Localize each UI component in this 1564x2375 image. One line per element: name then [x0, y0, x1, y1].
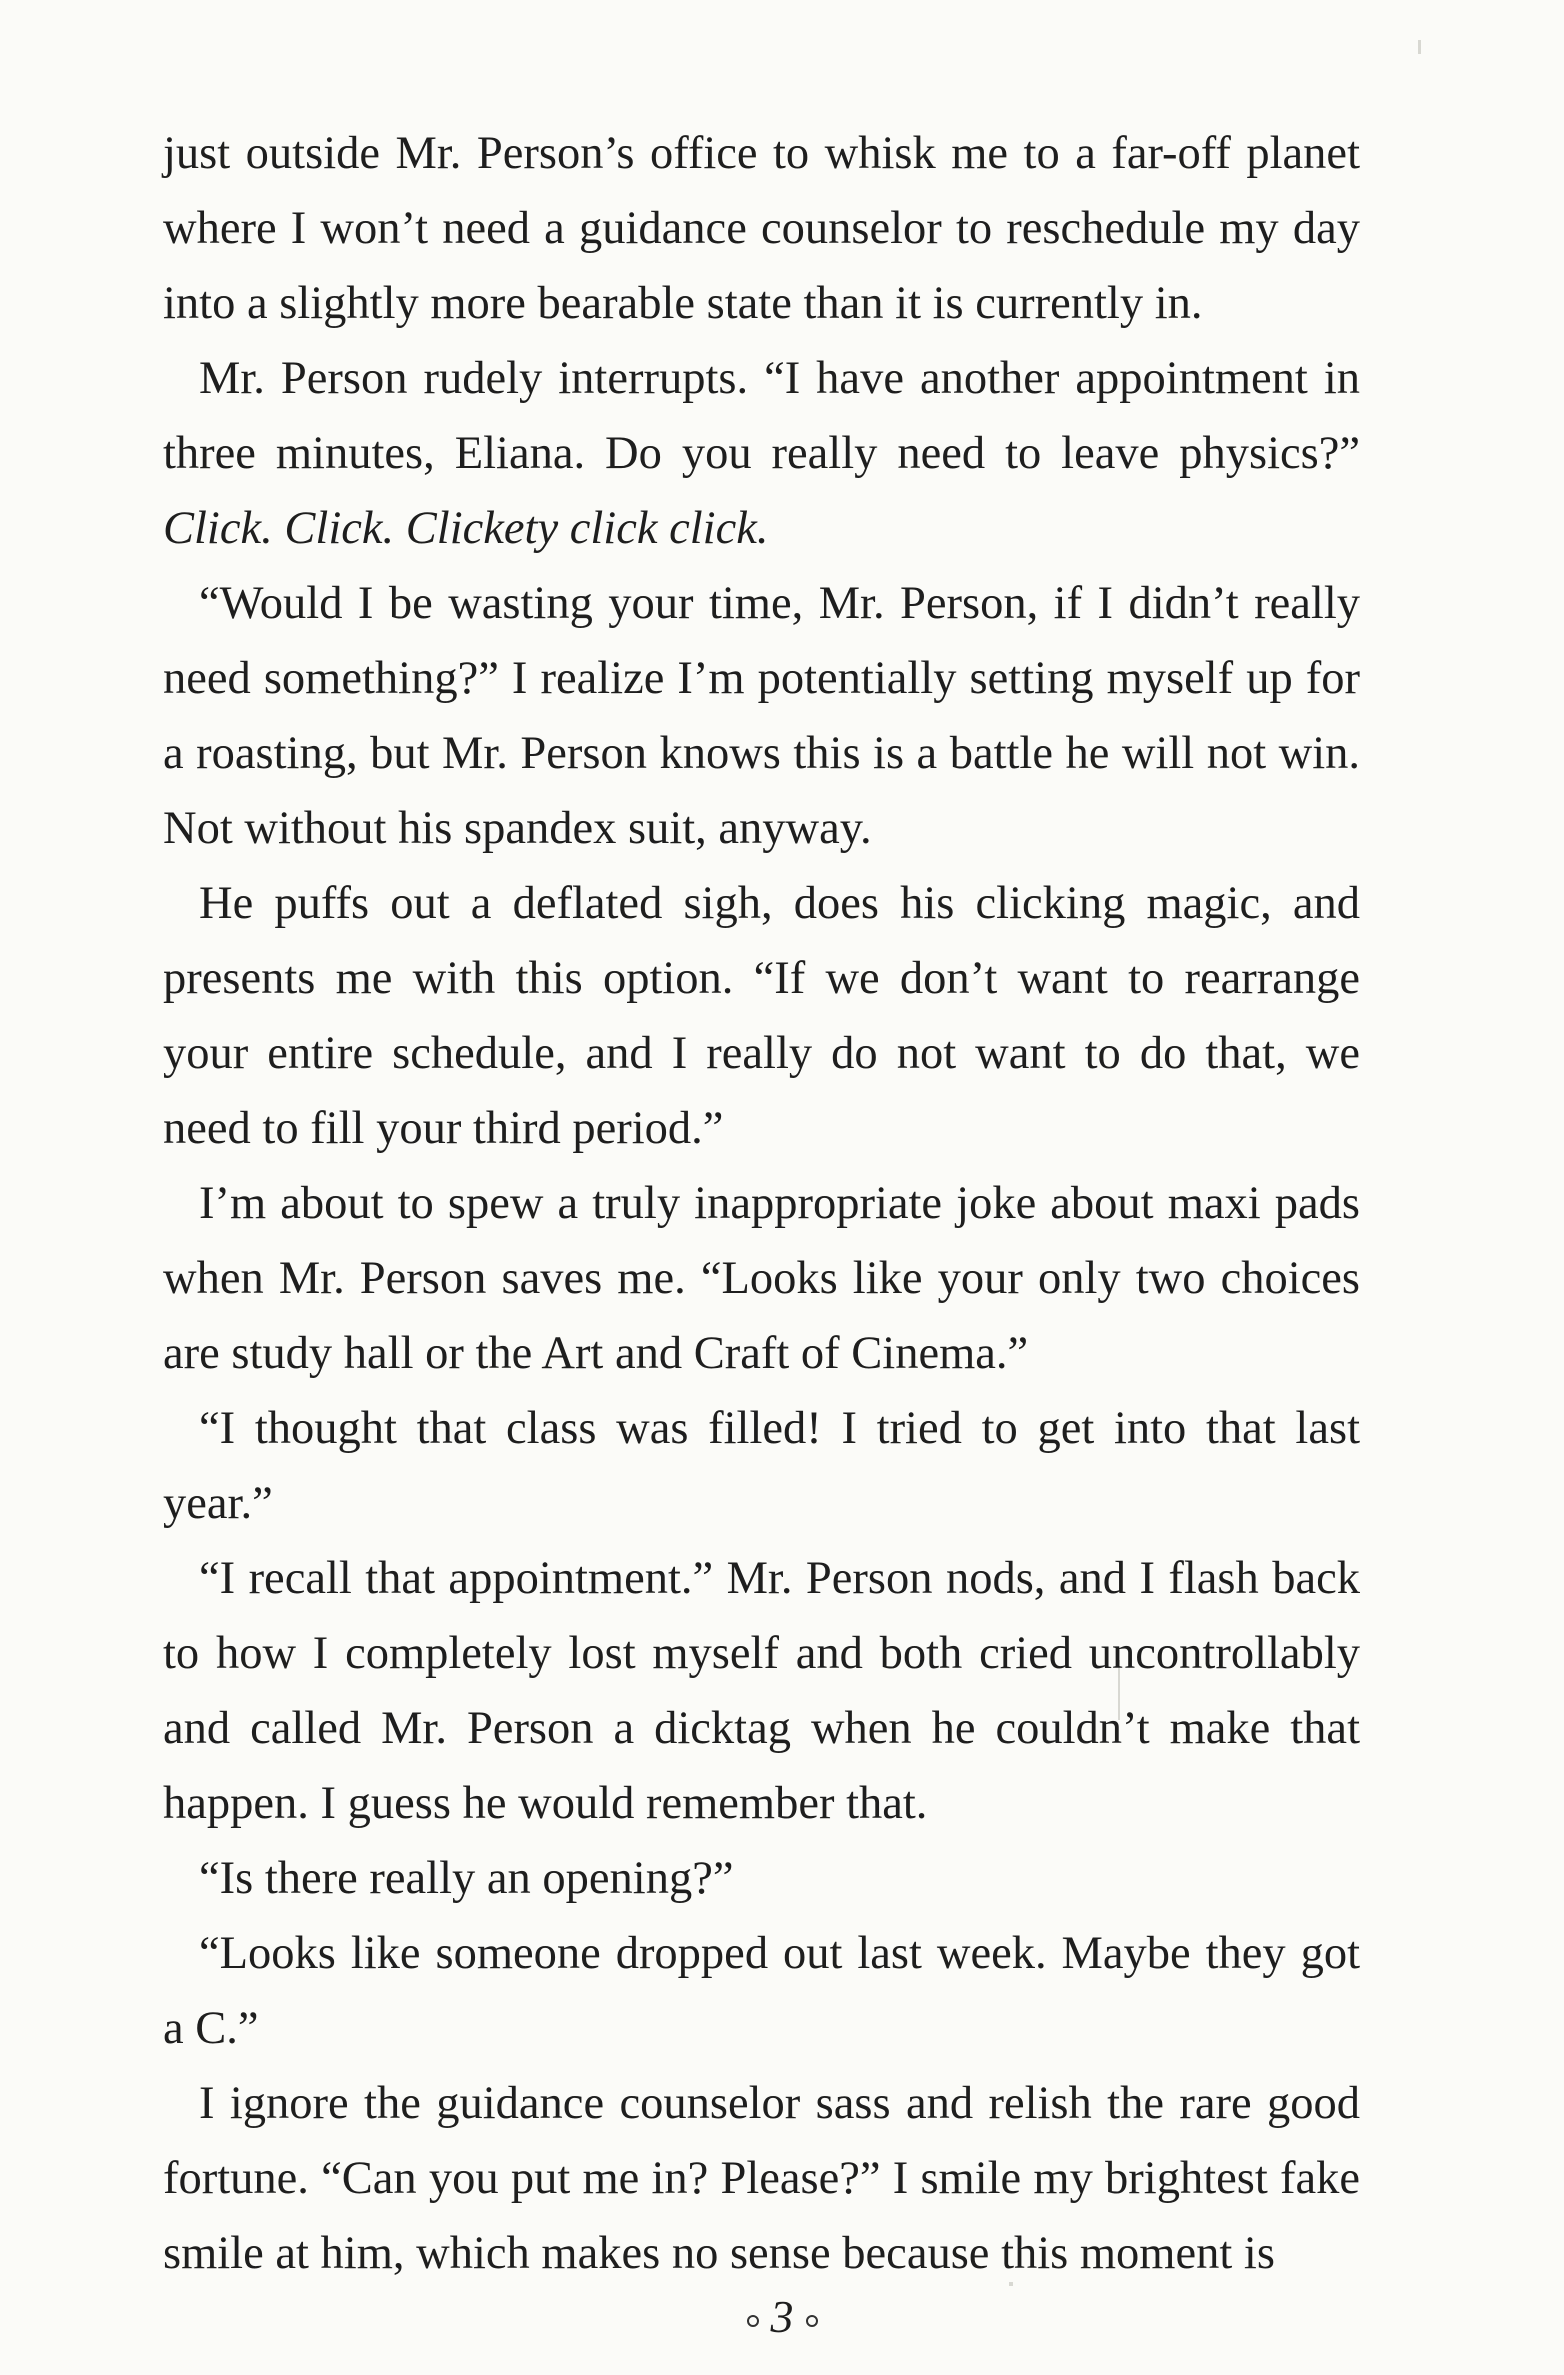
paragraph: Mr. Person rudely interrupts. “I have another appointment in three minutes, Eliana. Do you really need to leave physics?” Click. Click. Clickety click click. — [163, 353, 1360, 554]
ornament-circle-icon — [806, 2315, 818, 2327]
paragraph: “I recall that appointment.” Mr. Person nods, and I flash back to how I completely lost myself and both cried uncontrollably and called Mr. Person a dicktag when he couldn’t make that happen. I guess he would remember that. — [163, 1553, 1360, 1829]
paragraph: “I thought that class was filled! I tried to get into that last year.” — [163, 1403, 1360, 1529]
paragraph: He puffs out a deflated sigh, does his clicking magic, and presents me with this option. “If we don’t want to rearrange your entire schedule, and I really do not want to do that, we need to fill your third period.” — [163, 878, 1360, 1154]
paragraph: “Would I be wasting your time, Mr. Person, if I didn’t really need something?” I realize I’m potentially setting myself up for a roasting, but Mr. Person knows this is a battle he will not win. Not without his spandex suit, anyway. — [163, 578, 1360, 854]
paragraph: “Is there really an opening?” — [199, 1853, 734, 1904]
paragraph: just outside Mr. Person’s office to whisk me to a far-off planet where I won’t need a guidance counselor to reschedule my day into a slightly more bearable state than it is currently in. — [163, 128, 1360, 329]
paper-speck — [1418, 40, 1421, 54]
body-text — [163, 116, 1360, 2291]
italic-sound-effect: Click. Click. Clickety click click. — [163, 503, 769, 554]
page-number-value: 3 — [770, 2291, 794, 2342]
paragraph: I ignore the guidance counselor sass and relish the rare good fortune. “Can you put me in? Please?” I smile my brightest fake smile at him, which makes no sense because this moment is — [163, 2078, 1360, 2279]
paragraph: “Looks like someone dropped out last week. Maybe they got a C.” — [163, 1928, 1360, 2054]
ornament-circle-icon — [747, 2315, 759, 2327]
page-number — [0, 2290, 1564, 2343]
paragraph: I’m about to spew a truly inappropriate joke about maxi pads when Mr. Person saves me. “Looks like your only two choices are study hall or the Art and Craft of Cinema.” — [163, 1178, 1360, 1379]
